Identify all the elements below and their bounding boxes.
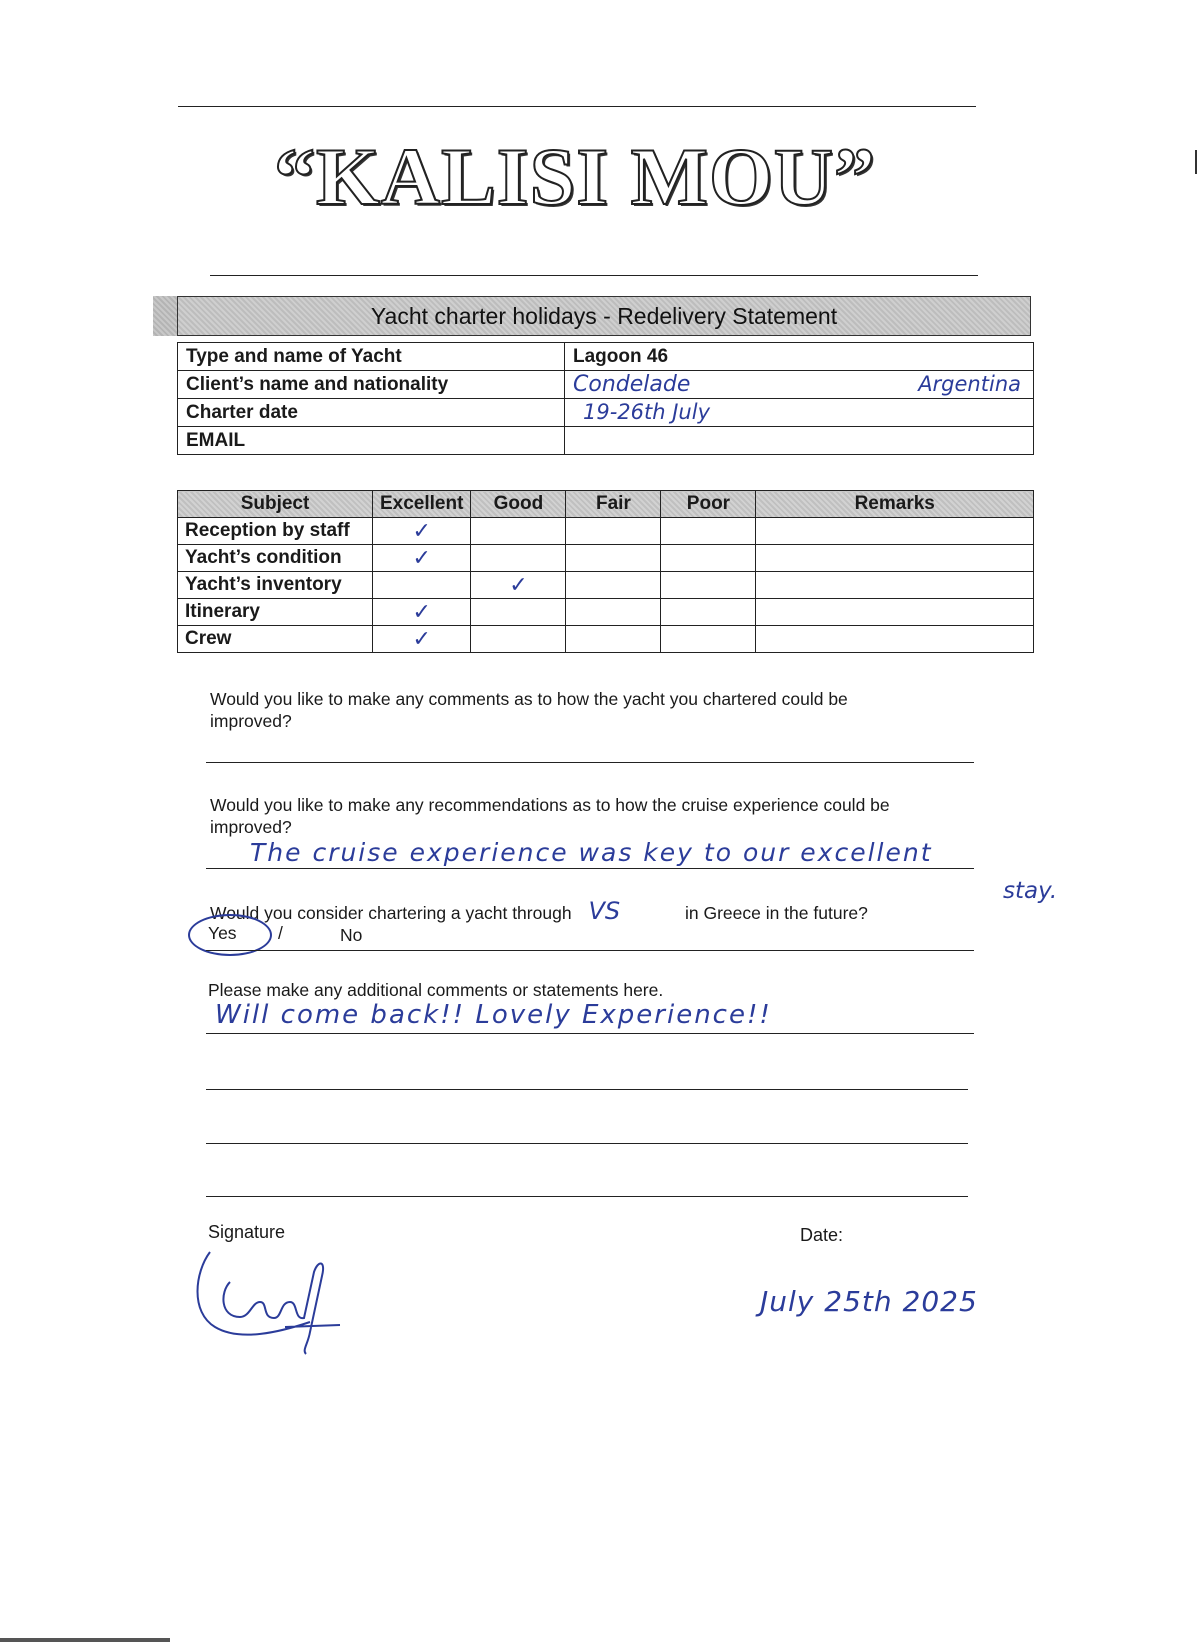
rating-cell — [566, 518, 661, 545]
cruise-answer-handwritten: The cruise experience was key to our excellent — [250, 838, 933, 867]
info-row-charter-date — [178, 399, 1034, 427]
check-mark-icon: ✓ — [412, 545, 431, 570]
question-text-end: in Greece in the future? — [684, 903, 868, 923]
info-row-client — [178, 371, 1034, 399]
rating-cell — [471, 626, 566, 653]
answer-line — [206, 950, 974, 951]
rating-cell — [661, 545, 756, 572]
rating-cell — [471, 572, 566, 599]
rating-cell — [373, 518, 471, 545]
top-rule — [178, 106, 976, 107]
answer-line — [206, 1196, 968, 1197]
rating-cell — [566, 545, 661, 572]
col-header: Excellent — [373, 491, 471, 518]
col-header: Subject — [178, 491, 373, 518]
rating-subject: Yacht’s condition — [178, 545, 373, 572]
scan-edge-mark — [1195, 150, 1197, 174]
ratings-table — [177, 490, 1034, 653]
rating-remarks — [756, 518, 1034, 545]
rating-subject: Crew — [178, 626, 373, 653]
date-handwritten: July 25th 2025 — [760, 1285, 978, 1318]
date-label: Date: — [800, 1225, 844, 1245]
rating-cell — [373, 599, 471, 626]
col-header: Poor — [661, 491, 756, 518]
rating-row — [178, 518, 1034, 545]
rating-cell — [471, 518, 566, 545]
title-underline — [210, 275, 978, 276]
info-label: Client’s name and nationality — [178, 371, 565, 399]
rating-cell — [566, 572, 661, 599]
answer-line — [206, 1143, 968, 1144]
answer-line — [206, 1033, 974, 1034]
info-label: Charter date — [178, 399, 565, 427]
signature-drawing — [190, 1232, 350, 1357]
info-label: EMAIL — [178, 427, 565, 455]
rating-subject: Yacht’s inventory — [178, 572, 373, 599]
answer-line — [206, 762, 974, 763]
cruise-answer-handwritten-cont: stay. — [1003, 878, 1058, 904]
rating-remarks — [756, 572, 1034, 599]
ratings-header-row — [178, 491, 1034, 518]
rating-remarks — [756, 599, 1034, 626]
signature-label: Signature — [208, 1222, 286, 1242]
question-text-start: Would you consider chartering a yacht through — [210, 903, 572, 923]
rating-row — [178, 626, 1034, 653]
client-name-handwritten: Condelade — [573, 372, 691, 397]
statement-banner: Yacht charter holidays - Redelivery Statement — [177, 296, 1031, 336]
answer-line — [206, 1089, 968, 1090]
rating-remarks — [756, 626, 1034, 653]
col-header: Remarks — [756, 491, 1034, 518]
check-mark-icon: ✓ — [412, 599, 431, 624]
info-label: Type and name of Yacht — [178, 343, 565, 371]
rating-cell — [471, 599, 566, 626]
yacht-info-table — [177, 342, 1034, 455]
info-row-yacht — [178, 343, 1034, 371]
rating-cell — [661, 626, 756, 653]
check-mark-icon: ✓ — [412, 518, 431, 543]
yacht-name-title: “KALISI MOU” — [273, 131, 876, 222]
rating-row — [178, 545, 1034, 572]
col-header: Fair — [566, 491, 661, 518]
rating-cell — [566, 626, 661, 653]
company-handwritten: VS — [588, 897, 621, 925]
additional-comments-handwritten: Will come back!! Lovely Experience!! — [215, 1000, 772, 1030]
check-mark-icon: ✓ — [509, 572, 528, 597]
rating-cell — [373, 572, 471, 599]
charter-date-handwritten: 19-26th July — [583, 400, 711, 424]
rating-cell — [373, 626, 471, 653]
rating-row — [178, 572, 1034, 599]
question-yacht-improvement: Would you like to make any comments as to how the yacht you chartered could be improved? — [210, 689, 848, 731]
answer-line — [206, 868, 974, 869]
yes-option: Yes — [208, 923, 237, 943]
info-value — [565, 399, 1034, 427]
rating-row — [178, 599, 1034, 626]
rating-cell — [566, 599, 661, 626]
rating-remarks — [756, 545, 1034, 572]
question-charter-again — [210, 897, 868, 925]
info-row-email — [178, 427, 1034, 455]
rating-cell — [661, 599, 756, 626]
rating-subject: Itinerary — [178, 599, 373, 626]
rating-cell — [661, 572, 756, 599]
rating-cell — [661, 518, 756, 545]
rating-subject: Reception by staff — [178, 518, 373, 545]
option-separator: / — [278, 923, 283, 943]
rating-cell — [471, 545, 566, 572]
rating-cell — [373, 545, 471, 572]
question-additional-comments: Please make any additional comments or statements here. — [208, 980, 664, 1000]
info-value — [565, 427, 1034, 455]
client-nationality-handwritten: Argentina — [918, 372, 1021, 396]
info-value: Lagoon 46 — [565, 343, 1034, 371]
question-cruise-recommendation: Would you like to make any recommendations as to how the cruise experience could be improved? — [210, 795, 890, 837]
no-option: No — [340, 925, 363, 945]
banner-left-shade — [153, 296, 179, 336]
check-mark-icon: ✓ — [412, 626, 431, 651]
col-header: Good — [471, 491, 566, 518]
scan-edge-mark — [0, 1638, 170, 1642]
info-value — [565, 371, 1034, 399]
